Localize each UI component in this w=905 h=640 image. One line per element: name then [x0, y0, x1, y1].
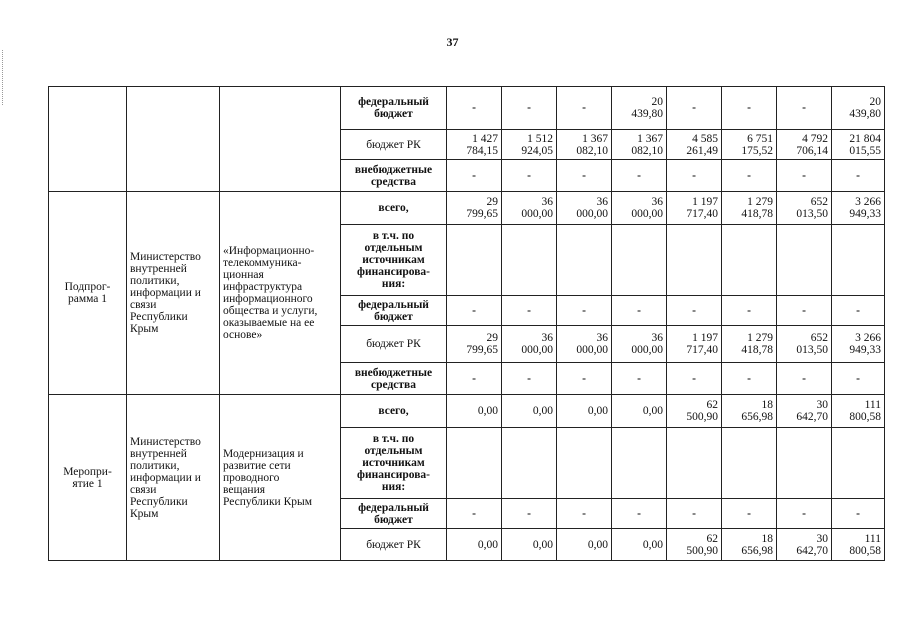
- value-cell: [722, 296, 777, 326]
- value-cell-text: 1 197 717,40: [686, 196, 718, 220]
- value-cell: [447, 363, 502, 395]
- source-cell: [341, 225, 447, 296]
- value-cell-text: -: [472, 372, 476, 385]
- value-cell: [612, 296, 667, 326]
- value-cell: [777, 499, 832, 529]
- measure-name-cell: [220, 395, 341, 561]
- value-cell-text: 20 439,80: [631, 96, 663, 120]
- table-row: [49, 395, 885, 428]
- value-cell: [777, 428, 832, 499]
- page-number: 37: [446, 35, 459, 49]
- source-cell: [341, 296, 447, 326]
- value-cell: [832, 225, 885, 296]
- value-cell-text: -: [692, 169, 696, 182]
- value-cell-text: 0,00: [477, 538, 498, 551]
- value-cell-text: -: [747, 169, 751, 182]
- source-cell-text: внебюджетные средства: [354, 163, 433, 188]
- value-cell: [722, 529, 777, 561]
- value-cell-text: -: [856, 304, 860, 317]
- value-cell-text: 4 585 261,49: [686, 132, 718, 157]
- value-cell-text: 0,00: [642, 405, 663, 417]
- value-cell: [612, 499, 667, 529]
- value-cell: [447, 395, 502, 428]
- value-cell-text: -: [582, 304, 586, 317]
- source-cell: [341, 87, 447, 130]
- value-cell-text: 21 804 015,55: [849, 132, 881, 157]
- value-cell-text: -: [582, 102, 586, 114]
- value-cell-text: -: [472, 169, 476, 182]
- value-cell-text: 18 656,98: [741, 532, 773, 557]
- value-cell: [557, 428, 612, 499]
- value-cell-text: -: [802, 304, 806, 317]
- value-cell-text: 111 800,58: [849, 399, 881, 423]
- name-cell: [220, 87, 341, 192]
- source-cell: [341, 395, 447, 428]
- value-cell: [777, 363, 832, 395]
- table-row: [49, 192, 885, 225]
- source-cell-text: в т.ч. по отдельным источникам финансирова- ния:: [357, 230, 430, 290]
- value-cell: [777, 87, 832, 130]
- value-cell-text: 62 500,90: [686, 532, 718, 557]
- value-cell: [832, 363, 885, 395]
- value-cell: [667, 160, 722, 192]
- value-cell: [612, 130, 667, 160]
- value-cell: [502, 225, 557, 296]
- value-cell: [722, 160, 777, 192]
- value-cell-text: 36 000,00: [576, 332, 608, 356]
- source-cell-text: в т.ч. по отдельным источникам финансирова- ния:: [357, 433, 430, 493]
- value-cell: [447, 225, 502, 296]
- value-cell: [557, 363, 612, 395]
- table-body: [49, 87, 885, 561]
- value-cell: [832, 160, 885, 192]
- value-cell-text: 0,00: [587, 538, 608, 551]
- value-cell: [832, 130, 885, 160]
- source-cell-text: федеральный бюджет: [358, 96, 429, 120]
- value-cell-text: 36 000,00: [631, 332, 663, 356]
- executor-cell: [127, 87, 220, 192]
- value-cell-text: 3 266 949,33: [849, 332, 881, 356]
- value-cell: [557, 529, 612, 561]
- subprogram-label-cell-text: Подпрог- рамма 1: [64, 281, 111, 305]
- value-cell-text: 4 792 706,14: [796, 132, 828, 157]
- value-cell: [667, 428, 722, 499]
- measure-label-cell: [49, 395, 127, 561]
- value-cell-text: 36 000,00: [631, 196, 663, 220]
- value-cell-text: -: [582, 372, 586, 385]
- value-cell: [722, 428, 777, 499]
- value-cell-text: 36 000,00: [521, 332, 553, 356]
- value-cell: [667, 130, 722, 160]
- source-cell-text: всего,: [378, 202, 409, 214]
- value-cell-text: 1 512 924,05: [521, 132, 553, 157]
- value-cell-text: -: [527, 507, 531, 520]
- value-cell-text: -: [802, 507, 806, 520]
- value-cell-text: 1 367 082,10: [631, 132, 663, 157]
- source-cell: [341, 130, 447, 160]
- value-cell: [612, 428, 667, 499]
- value-cell: [557, 296, 612, 326]
- value-cell-text: 0,00: [477, 405, 498, 417]
- value-cell: [502, 160, 557, 192]
- value-cell: [447, 499, 502, 529]
- value-cell-text: -: [582, 507, 586, 520]
- source-cell: [341, 499, 447, 529]
- value-cell: [612, 192, 667, 225]
- value-cell: [777, 225, 832, 296]
- value-cell-text: -: [582, 169, 586, 182]
- value-cell-text: -: [472, 102, 476, 114]
- value-cell: [722, 326, 777, 363]
- value-cell: [612, 160, 667, 192]
- subprogram-executor-cell-text: Министерство внутренней политики, информации и связи Республики Крым: [130, 251, 201, 335]
- value-cell: [777, 395, 832, 428]
- financing-table: [48, 86, 885, 561]
- source-cell-text: федеральный бюджет: [358, 298, 429, 323]
- value-cell: [667, 296, 722, 326]
- value-cell-text: -: [692, 102, 696, 114]
- value-cell: [612, 326, 667, 363]
- value-cell-text: -: [527, 304, 531, 317]
- value-cell: [832, 499, 885, 529]
- value-cell: [502, 499, 557, 529]
- value-cell-text: 1 427 784,15: [466, 132, 498, 157]
- value-cell-text: -: [802, 372, 806, 385]
- value-cell-text: -: [692, 304, 696, 317]
- value-cell-text: -: [472, 507, 476, 520]
- value-cell: [722, 363, 777, 395]
- value-cell-text: -: [637, 372, 641, 385]
- value-cell-text: 36 000,00: [521, 196, 553, 220]
- value-cell-text: 30 642,70: [796, 532, 828, 557]
- value-cell-text: 1 279 418,78: [741, 196, 773, 220]
- value-cell-text: 29 799,65: [466, 332, 498, 356]
- value-cell-text: 36 000,00: [576, 196, 608, 220]
- value-cell: [777, 160, 832, 192]
- value-cell: [502, 395, 557, 428]
- measure-executor-cell-text: Министерство внутренней политики, информации и связи Республики Крым: [130, 435, 201, 520]
- value-cell: [832, 326, 885, 363]
- value-cell-text: 0,00: [587, 405, 608, 417]
- value-cell: [667, 192, 722, 225]
- value-cell-text: -: [802, 169, 806, 182]
- table-row: [49, 87, 885, 130]
- value-cell-text: 3 266 949,33: [849, 196, 881, 220]
- value-cell: [832, 395, 885, 428]
- value-cell: [832, 428, 885, 499]
- value-cell: [612, 225, 667, 296]
- value-cell-text: -: [856, 372, 860, 385]
- value-cell-text: -: [472, 304, 476, 317]
- value-cell-text: 20 439,80: [849, 96, 881, 120]
- subprogram-name-cell: [220, 192, 341, 395]
- value-cell-text: -: [856, 507, 860, 520]
- source-cell-text: бюджет РК: [366, 338, 421, 350]
- source-cell: [341, 326, 447, 363]
- value-cell-text: -: [527, 372, 531, 385]
- value-cell: [557, 499, 612, 529]
- value-cell-text: -: [692, 507, 696, 520]
- value-cell-text: -: [747, 507, 751, 520]
- value-cell: [667, 529, 722, 561]
- value-cell: [447, 87, 502, 130]
- value-cell: [557, 87, 612, 130]
- measure-name-cell-text: Модернизация и развитие сети проводного вещания Республики Крым: [223, 447, 312, 508]
- measure-executor-cell: [127, 395, 220, 561]
- value-cell: [722, 225, 777, 296]
- value-cell: [557, 160, 612, 192]
- value-cell: [722, 192, 777, 225]
- value-cell: [667, 363, 722, 395]
- value-cell-text: 1 367 082,10: [576, 132, 608, 157]
- value-cell-text: 652 013,50: [796, 196, 828, 220]
- value-cell: [612, 87, 667, 130]
- value-cell: [832, 529, 885, 561]
- value-cell-text: 111 800,58: [849, 532, 881, 557]
- source-cell-text: федеральный бюджет: [358, 501, 429, 526]
- value-cell: [722, 87, 777, 130]
- value-cell-text: 30 642,70: [796, 399, 828, 423]
- value-cell: [777, 296, 832, 326]
- value-cell: [447, 296, 502, 326]
- value-cell: [502, 529, 557, 561]
- value-cell: [832, 296, 885, 326]
- value-cell-text: 62 500,90: [686, 399, 718, 423]
- value-cell-text: -: [637, 304, 641, 317]
- value-cell: [502, 326, 557, 363]
- value-cell: [557, 130, 612, 160]
- value-cell-text: -: [527, 102, 531, 114]
- value-cell-text: 1 197 717,40: [686, 332, 718, 356]
- value-cell: [777, 529, 832, 561]
- value-cell: [667, 225, 722, 296]
- value-cell-text: -: [802, 102, 806, 114]
- measure-label-cell-text: Меропри- ятие 1: [63, 465, 112, 490]
- value-cell: [502, 192, 557, 225]
- value-cell-text: 0,00: [532, 538, 553, 551]
- value-cell: [447, 130, 502, 160]
- value-cell-text: 6 751 175,52: [741, 132, 773, 157]
- source-cell: [341, 529, 447, 561]
- value-cell-text: -: [637, 169, 641, 182]
- value-cell: [667, 326, 722, 363]
- value-cell: [447, 428, 502, 499]
- value-cell: [722, 499, 777, 529]
- value-cell: [502, 363, 557, 395]
- value-cell: [557, 192, 612, 225]
- source-cell-text: внебюджетные средства: [354, 366, 433, 391]
- value-cell-text: -: [637, 507, 641, 520]
- value-cell: [777, 192, 832, 225]
- value-cell: [612, 395, 667, 428]
- value-cell: [447, 326, 502, 363]
- value-cell-text: 652 013,50: [796, 332, 828, 356]
- value-cell-text: -: [527, 169, 531, 182]
- value-cell-text: -: [747, 102, 751, 114]
- value-cell: [502, 296, 557, 326]
- value-cell: [557, 225, 612, 296]
- value-cell: [612, 529, 667, 561]
- value-cell-text: -: [747, 304, 751, 317]
- value-cell-text: -: [692, 372, 696, 385]
- subprogram-executor-cell: [127, 192, 220, 395]
- source-cell-text: бюджет РК: [366, 138, 421, 151]
- value-cell: [832, 192, 885, 225]
- source-cell: [341, 160, 447, 192]
- value-cell-text: -: [747, 372, 751, 385]
- value-cell: [777, 130, 832, 160]
- value-cell-text: -: [856, 169, 860, 182]
- value-cell-text: 1 279 418,78: [741, 332, 773, 356]
- value-cell: [832, 87, 885, 130]
- scan-artifact: [2, 50, 6, 105]
- value-cell-text: 18 656,98: [741, 399, 773, 423]
- value-cell: [667, 395, 722, 428]
- value-cell: [777, 326, 832, 363]
- source-cell: [341, 428, 447, 499]
- subprogram-label-cell: [49, 192, 127, 395]
- value-cell: [667, 499, 722, 529]
- value-cell-text: 0,00: [642, 538, 663, 551]
- value-cell-text: 29 799,65: [466, 196, 498, 220]
- value-cell: [502, 428, 557, 499]
- value-cell: [447, 529, 502, 561]
- source-cell: [341, 192, 447, 225]
- value-cell: [447, 160, 502, 192]
- value-cell: [722, 395, 777, 428]
- value-cell: [667, 87, 722, 130]
- value-cell: [557, 395, 612, 428]
- value-cell: [502, 87, 557, 130]
- value-cell-text: 0,00: [532, 405, 553, 417]
- value-cell: [722, 130, 777, 160]
- value-cell: [557, 326, 612, 363]
- label-cell: [49, 87, 127, 192]
- value-cell: [612, 363, 667, 395]
- source-cell-text: бюджет РК: [366, 538, 421, 551]
- source-cell-text: всего,: [378, 405, 409, 417]
- value-cell: [502, 130, 557, 160]
- subprogram-name-cell-text: «Информационно- телекоммуника- ционная инфраструктура информационного общества и услуги, оказываемые на ее основе»: [223, 245, 318, 341]
- source-cell: [341, 363, 447, 395]
- value-cell: [447, 192, 502, 225]
